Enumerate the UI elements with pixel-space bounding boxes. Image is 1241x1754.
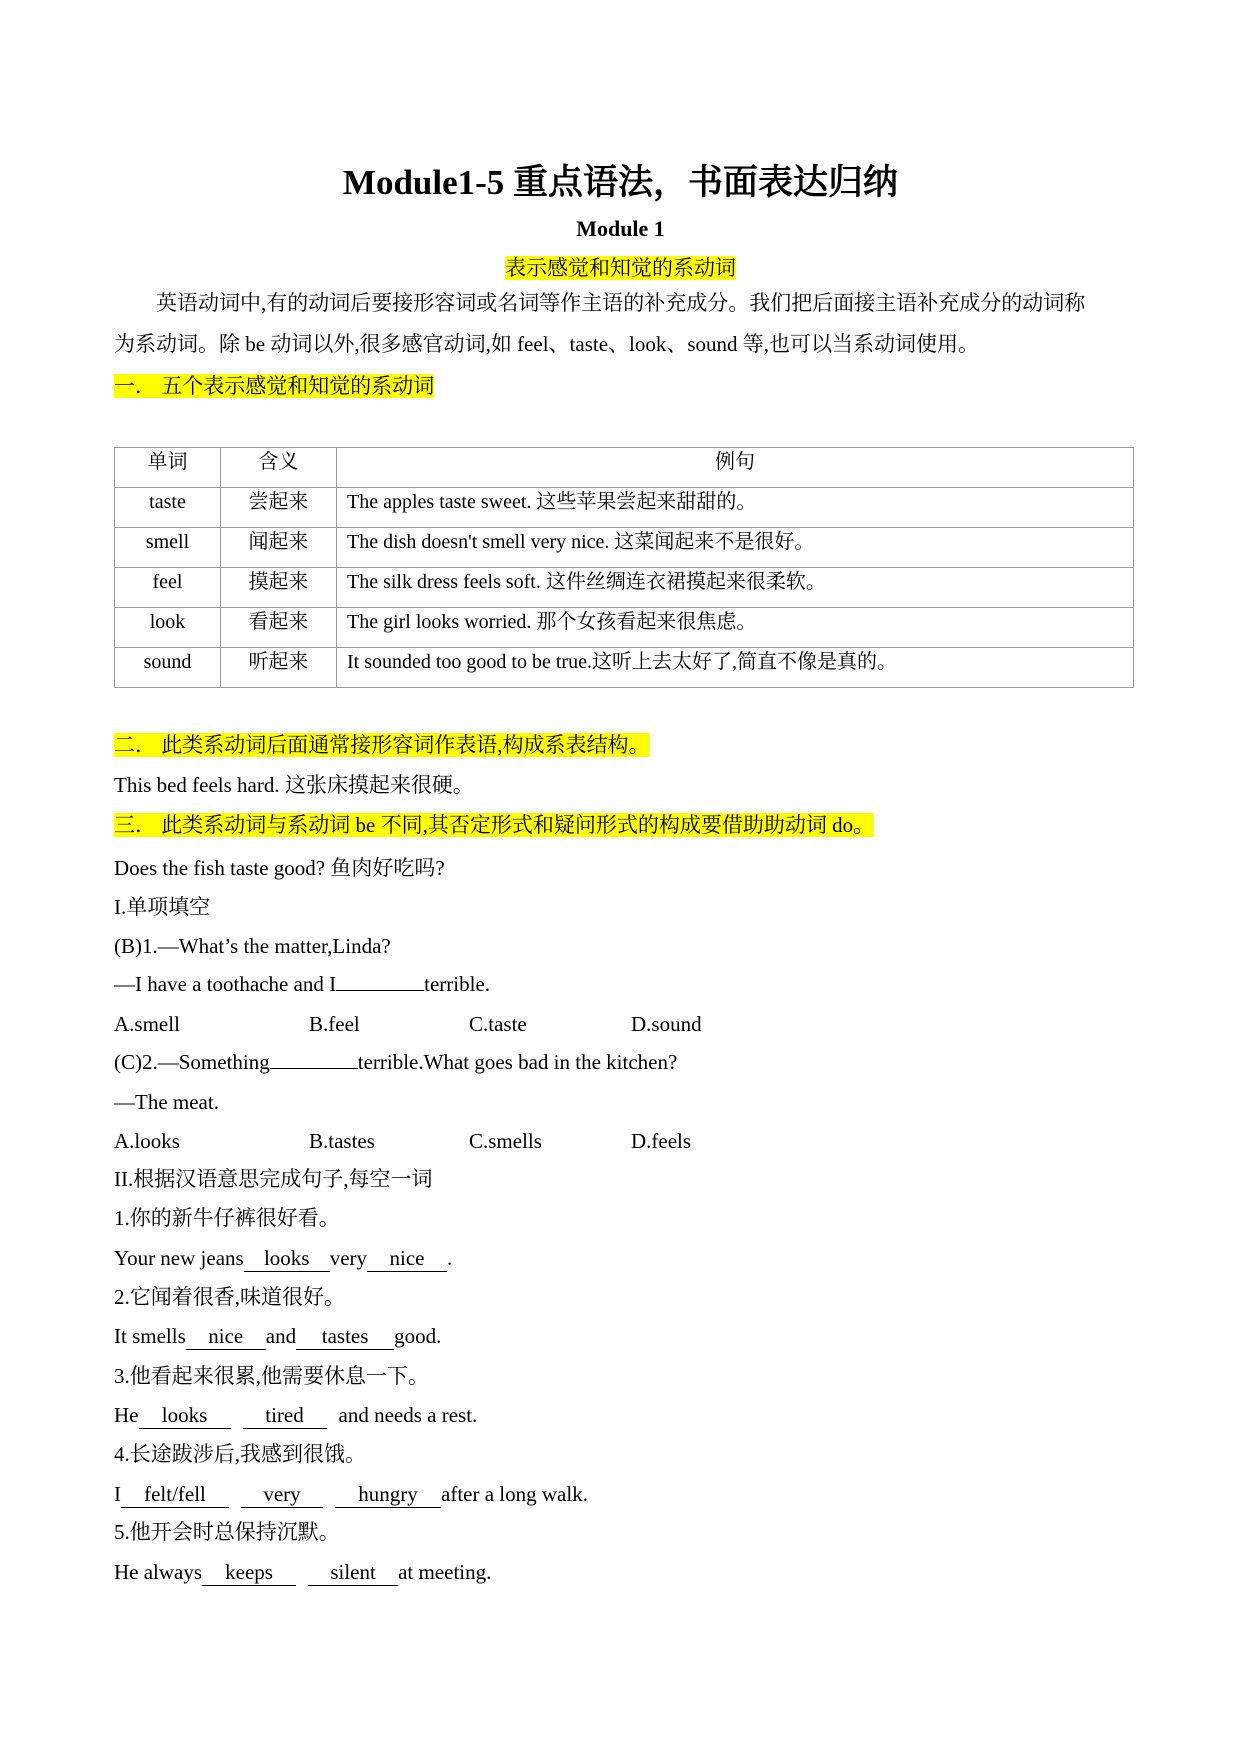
header-word: 单词	[115, 448, 221, 488]
table-row	[115, 608, 1134, 648]
answer-blank: looks	[139, 1402, 231, 1429]
item-4-english	[114, 1480, 588, 1508]
topic-heading	[0, 254, 1241, 282]
header-example: 例句	[337, 448, 1134, 488]
cell-example: The dish doesn't smell very nice. 这菜闻起来不是很好。	[337, 528, 1134, 568]
option-c: C.taste	[469, 1012, 527, 1036]
answer-blank: very	[241, 1481, 323, 1508]
question-1-text-b: terrible.	[424, 972, 491, 996]
sentence-text: Your new jeans	[114, 1246, 244, 1270]
answer-blank: nice	[367, 1245, 447, 1272]
answer-blank	[336, 990, 424, 991]
section-2-example: This bed feels hard. 这张床摸起来很硬。	[114, 773, 474, 797]
option-b: B.feel	[309, 1012, 360, 1036]
section-1-heading	[114, 372, 434, 400]
answer-blank: tired	[243, 1402, 327, 1429]
topic-heading-text: 表示感觉和知觉的系动词	[505, 256, 736, 280]
sentence-text: after a long walk.	[441, 1482, 588, 1506]
option-c: C.smells	[469, 1129, 542, 1153]
table-row	[115, 568, 1134, 608]
item-5-english	[114, 1558, 491, 1586]
cell-meaning: 摸起来	[221, 568, 337, 608]
sentence-text: good.	[394, 1324, 442, 1348]
item-2-chinese: 2.它闻着很香,味道很好。	[114, 1285, 345, 1309]
section-3-example: Does the fish taste good? 鱼肉好吃吗?	[114, 856, 445, 880]
option-d: D.feels	[631, 1129, 692, 1153]
sentence-text: at meeting.	[398, 1560, 492, 1584]
answer-blank: silent	[308, 1559, 398, 1586]
cell-meaning: 尝起来	[221, 488, 337, 528]
module-heading: Module 1	[576, 216, 665, 241]
item-1-english	[114, 1244, 452, 1272]
header-meaning: 含义	[221, 448, 337, 488]
linking-verbs-table	[114, 447, 1134, 688]
sentence-text: .	[447, 1246, 453, 1270]
document-title: Module1-5 重点语法，书面表达归纳	[342, 163, 899, 202]
option-a: A.smell	[114, 1012, 180, 1036]
item-3-english	[114, 1401, 477, 1429]
question-2-text-a: (C)2.—Something	[114, 1050, 270, 1074]
answer-blank: nice	[186, 1323, 266, 1350]
sentence-text: It smells	[114, 1324, 186, 1348]
sentence-text: I	[114, 1482, 121, 1506]
option-b: B.tastes	[309, 1129, 375, 1153]
cell-word: feel	[115, 568, 221, 608]
intro-line-2: 为系动词。除 be 动词以外,很多感官动词,如 feel、taste、look、sound 等,也可以当系动词使用。	[114, 332, 980, 356]
cell-meaning: 看起来	[221, 608, 337, 648]
sentence-text: very	[329, 1246, 368, 1270]
question-1-line-2	[114, 970, 490, 998]
question-1-stem: (B)1.—What’s the matter,Linda?	[114, 934, 391, 958]
answer-blank: felt/fell	[121, 1481, 229, 1508]
cell-word: sound	[115, 648, 221, 688]
question-2-line-2: —The meat.	[114, 1090, 219, 1114]
cell-word: taste	[115, 488, 221, 528]
sentence-text: He always	[114, 1560, 203, 1584]
cell-example: The girl looks worried. 那个女孩看起来很焦虑。	[337, 608, 1134, 648]
item-4-chinese: 4.长途跋涉后,我感到很饿。	[114, 1442, 366, 1466]
table-row	[115, 528, 1134, 568]
cell-meaning: 听起来	[221, 648, 337, 688]
answer-blank: keeps	[202, 1559, 296, 1586]
sentence-text: and needs a rest.	[338, 1403, 478, 1427]
answer-blank: looks	[244, 1245, 330, 1272]
table-row	[115, 648, 1134, 688]
answer-blank	[270, 1068, 358, 1069]
table-header-row	[115, 448, 1134, 488]
answer-blank: hungry	[335, 1481, 441, 1508]
intro-line-1: 英语动词中,有的动词后要接形容词或名词等作主语的补充成分。我们把后面接主语补充成分的动词称	[156, 291, 1086, 315]
sentence-text: and	[265, 1324, 297, 1348]
sentence-text: He	[114, 1403, 139, 1427]
item-2-english	[114, 1322, 441, 1350]
cell-word: smell	[115, 528, 221, 568]
answer-blank: tastes	[296, 1323, 394, 1350]
question-2-text-b: terrible.What goes bad in the kitchen?	[357, 1050, 678, 1074]
section-3-heading	[114, 811, 874, 839]
option-a: A.looks	[114, 1129, 180, 1153]
exercise-2-title: II.根据汉语意思完成句子,每空一词	[114, 1167, 433, 1191]
section-3-text: 三． 此类系动词与系动词 be 不同,其否定形式和疑问形式的构成要借助助动词 do。	[114, 813, 875, 837]
section-2-text: 二． 此类系动词后面通常接形容词作表语,构成系表结构。	[114, 733, 650, 757]
cell-word: look	[115, 608, 221, 648]
intro-paragraph	[114, 283, 1132, 365]
exercise-1-title: I.单项填空	[114, 895, 211, 919]
question-2-stem	[114, 1048, 677, 1076]
question-1-text-a: —I have a toothache and I	[114, 972, 337, 996]
table-row	[115, 488, 1134, 528]
option-d: D.sound	[631, 1012, 702, 1036]
item-3-chinese: 3.他看起来很累,他需要休息一下。	[114, 1364, 429, 1388]
item-1-chinese: 1.你的新牛仔裤很好看。	[114, 1206, 340, 1230]
item-5-chinese: 5.他开会时总保持沉默。	[114, 1520, 340, 1544]
cell-example: It sounded too good to be true.这听上去太好了,简直不像是真的。	[337, 648, 1134, 688]
cell-example: The silk dress feels soft. 这件丝绸连衣裙摸起来很柔软。	[337, 568, 1134, 608]
cell-meaning: 闻起来	[221, 528, 337, 568]
section-2-heading	[114, 731, 650, 759]
cell-example: The apples taste sweet. 这些苹果尝起来甜甜的。	[337, 488, 1134, 528]
section-1-text: 一． 五个表示感觉和知觉的系动词	[114, 374, 435, 398]
